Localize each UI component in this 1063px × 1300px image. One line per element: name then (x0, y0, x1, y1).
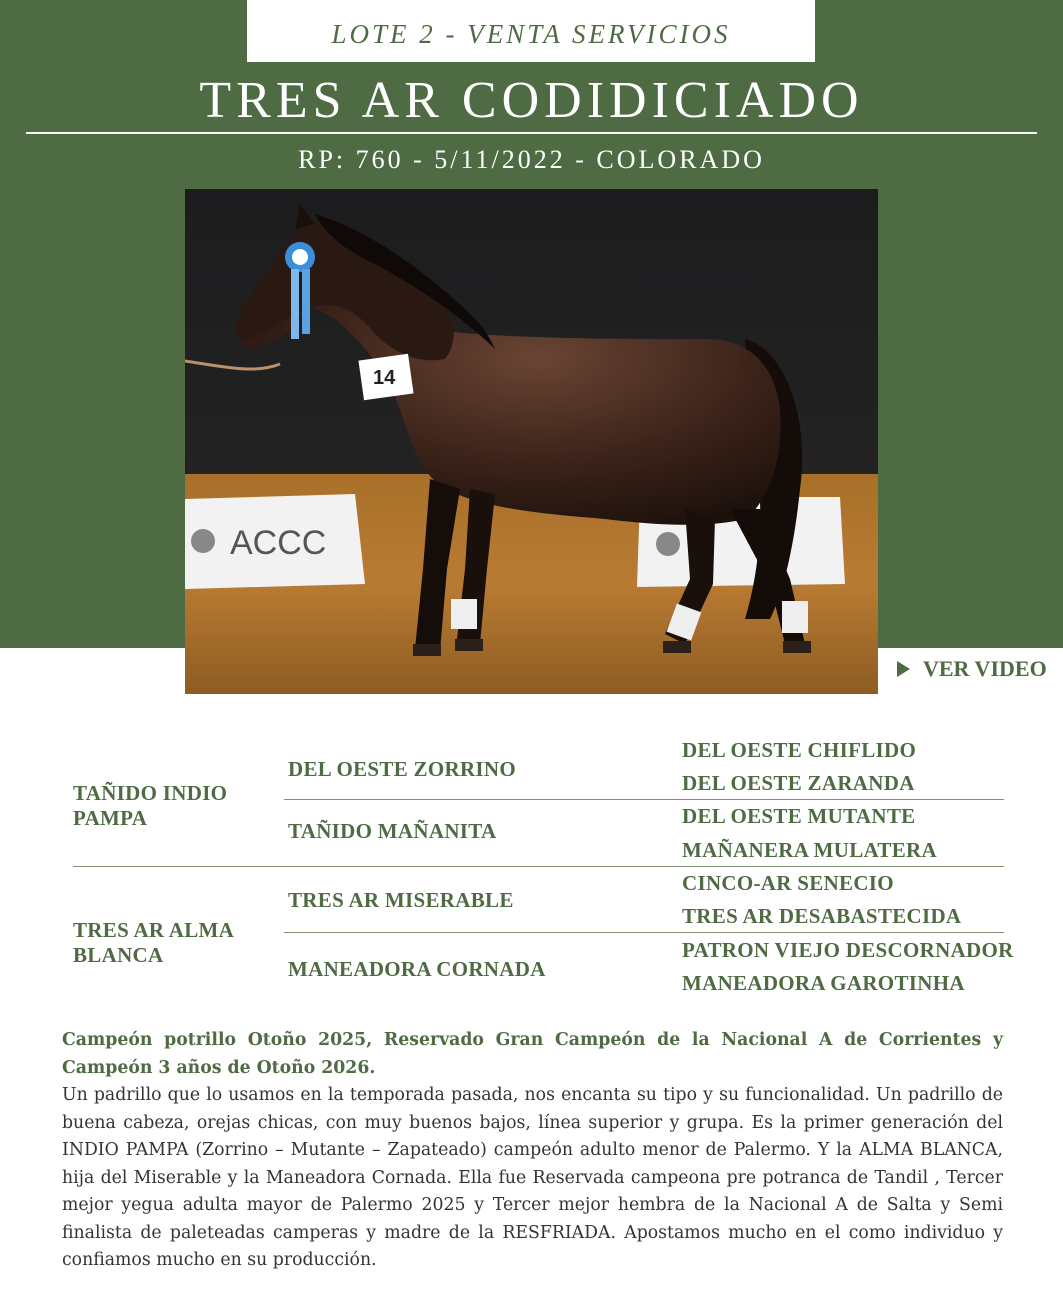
pedigree-sire: TAÑIDO INDIO PAMPA (73, 781, 228, 830)
lot-label-box (247, 0, 815, 62)
pedigree-ggp: CINCO-AR SENECIO (682, 871, 894, 895)
pedigree-ggp: DEL OESTE CHIFLIDO (682, 738, 917, 762)
play-icon (897, 661, 910, 677)
pedigree-divider (73, 866, 1004, 867)
horse-name: TRES AR CODIDICIADO (199, 72, 864, 129)
header-divider (26, 132, 1037, 134)
pedigree-ggp: DEL OESTE MUTANTE (682, 804, 916, 828)
number-tag: 14 (373, 367, 396, 389)
pedigree-dam-dam: MANEADORA CORNADA (288, 957, 546, 981)
pedigree-ggp: MAÑANERA MULATERA (682, 838, 937, 862)
description-body: Un padrillo que lo usamos en la temporada pasada, nos encanta su tipo y su funcionalidad. Un padrillo de buena cabeza, orejas chicas, con muy buenos bajos, línea superior y grupa. Es la primer generación del INDIO PAMPA (Zorrino – Mutante – Zapateado) campeón adulto menor de Palermo. Y la ALMA BLANCA, hija del Miserable y la Maneadora Cornada. Ella fue Reservada campeona pre potranca de Tandil , Tercer mejor yegua adulta mayor de Palermo 2025 y Tercer mejor hembra de la Nacional A de Salta y Semi finalista de paleteadas camperas y madre de la RESFRIADA. Apostamos mucho en el como individuo y confiamos mucho en su producción. (62, 1085, 1003, 1270)
pedigree-ggp: MANEADORA GAROTINHA (682, 971, 965, 995)
description-highlight: Campeón potrillo Otoño 2025, Reservado Gran Campeón de la Nacional A de Corrientes y Campeón 3 años de Otoño 2026. (62, 1030, 1003, 1078)
pedigree-divider (284, 799, 1004, 800)
horse-info: RP: 760 - 5/11/2022 - COLORADO (298, 145, 765, 174)
pedigree-ggp: PATRON VIEJO DESCORNADOR (682, 938, 1014, 962)
pedigree-dam: TRES AR ALMA BLANCA (73, 918, 233, 967)
pedigree-ggp: DEL OESTE ZARANDA (682, 771, 915, 795)
horse-photo (185, 189, 878, 694)
pedigree-ggp: TRES AR DESABASTECIDA (682, 904, 962, 928)
ver-video-label: VER VIDEO (923, 656, 1047, 681)
pedigree-divider (284, 932, 1004, 933)
pedigree-sire-sire: DEL OESTE ZORRINO (288, 757, 516, 781)
pedigree-dam-sire: TRES AR MISERABLE (288, 888, 514, 912)
description (62, 1027, 1003, 1275)
ver-video-link[interactable] (897, 656, 1047, 682)
banner-text: ACCC (230, 524, 327, 562)
pedigree-sire-dam: TAÑIDO MAÑANITA (288, 819, 497, 843)
lot-label: LOTE 2 - VENTA SERVICIOS (331, 18, 731, 49)
